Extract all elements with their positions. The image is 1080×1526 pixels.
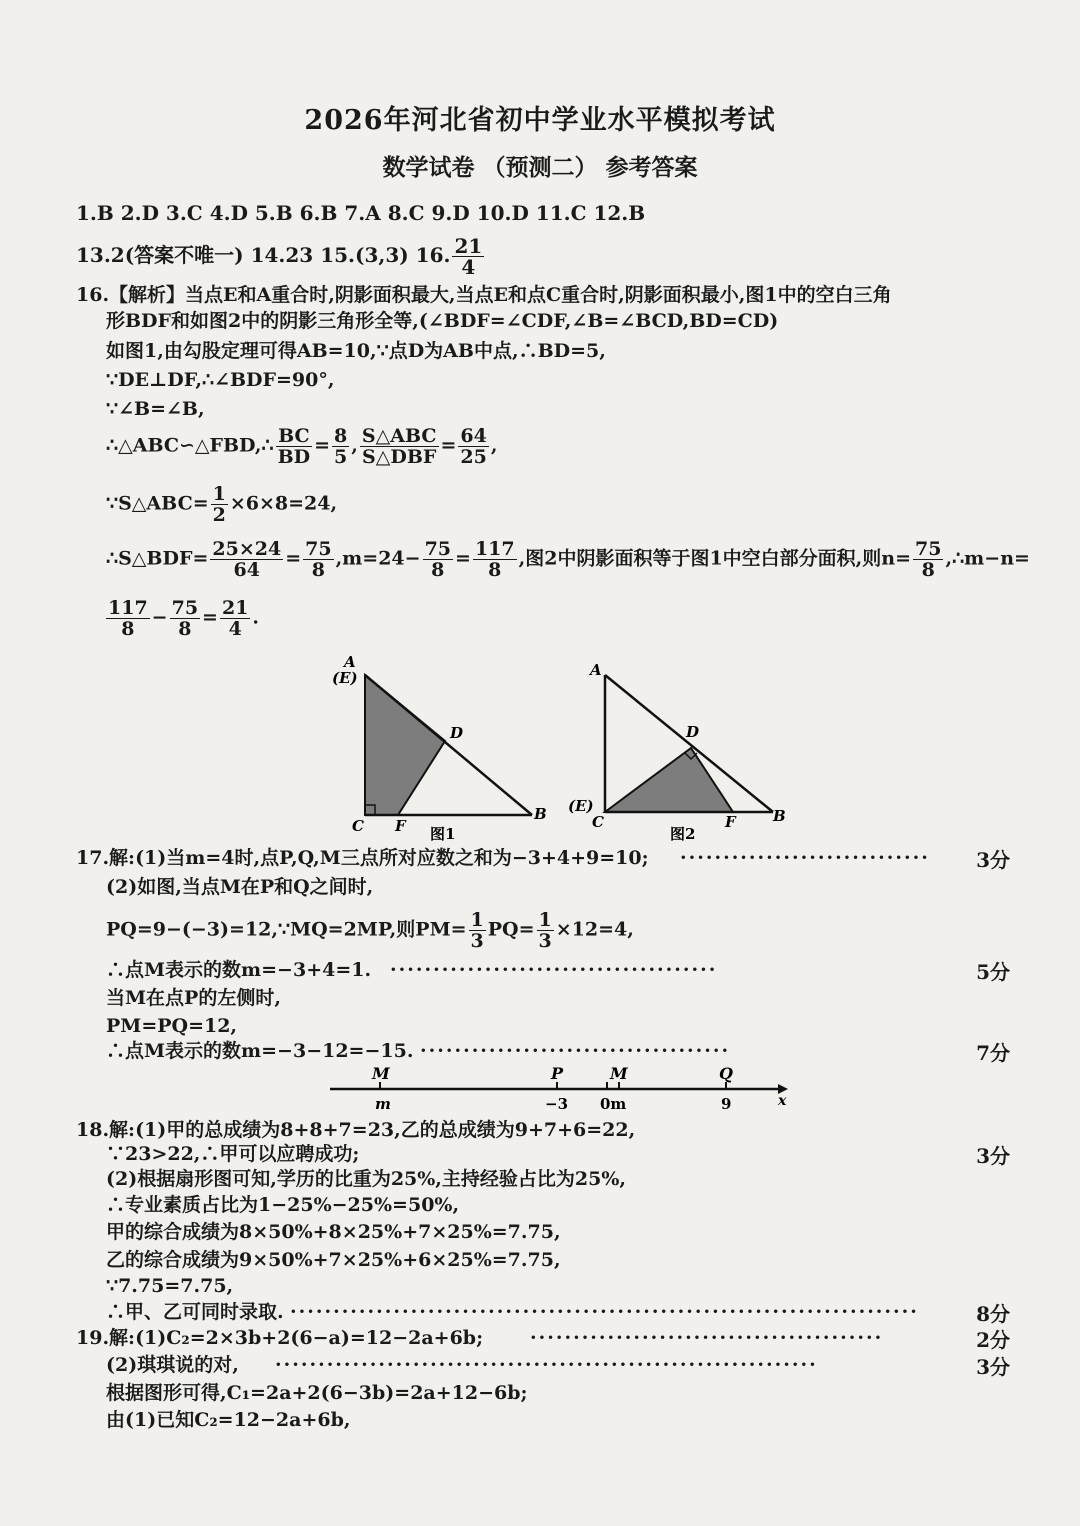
fraction: $\frac{1}{3}$ [470,909,484,952]
q17-line-6: PM=PQ=12, [106,1015,238,1037]
q16-line-4: ∵DE⊥DF,∴∠BDF=90°, [106,369,335,391]
q18-line-6: 乙的综合成绩为9×50%+7×25%+6×25%=7.75, [106,1249,561,1271]
fraction: $\frac{\text{S△ABC}}{\text{S△DBF}}$ [361,425,437,468]
fig2-label-b: B [773,807,786,825]
fig2-label-e: (E) [568,797,594,815]
fig1-caption: 图1 [430,825,456,843]
q19-line-3: 根据图形可得,C₁=2a+2(6−3b)=2a+12−6b; [106,1382,528,1404]
q17-line-4: ∴点M表示的数m=−3+4=1. [106,959,372,981]
q17-line-7: ∴点M表示的数m=−3−12=−15. [106,1040,414,1062]
mc-answers: 1.B 2.D 3.C 4.D 5.B 6.B 7.A 8.C 9.D 10.D 11.C 12.B [76,201,646,225]
score-3: 3分 [976,1144,1010,1168]
label-neg3: −3 [545,1095,569,1113]
q18-line-7: ∵7.75=7.75, [106,1275,234,1297]
q17-line-5: 当M在点P的左侧时, [106,987,281,1009]
q18-line-3: (2)根据扇形图可知,学历的比重为25%,主持经验占比为25%, [106,1168,627,1190]
q18-line-1: 18.解:(1)甲的总成绩为8+8+7=23,乙的总成绩为9+7+6=22, [76,1119,636,1141]
fraction: $\frac{BC}{BD}$ [277,425,311,468]
q16-line-8: ∴S△BDF= $\frac{25\times 24}{64}$ = $\frac{75}{8}$ ,m=24− $\frac{75}{8}$ = $\frac{117}{8}$ ,图2中阴影面积等于图1中空白部分面积,则n= $\frac{75}{8}$ ,∴m−n= [106,538,1030,581]
label-9: 9 [721,1095,732,1113]
exam-title: 2026年河北省初中学业水平模拟考试 [304,105,776,136]
dotted-leader: ········································································· [290,1301,919,1323]
figure-2 [568,661,786,843]
fraction: $\frac{1}{2}$ [212,483,226,526]
fraction: $\frac{64}{25}$ [460,425,487,468]
q17-line-3: PQ=9−(−3)=12,∵MQ=2MP,则PM= $\frac{1}{3}$ PQ= $\frac{1}{3}$ ×12=4, [106,909,634,952]
label-0m: 0m [600,1095,627,1113]
geometry-figures [300,655,820,850]
fill-answers [76,236,486,277]
dotted-leader: ····························· [680,847,930,869]
score-8: 8分 [976,1302,1010,1326]
dotted-leader: ···································· [420,1040,731,1062]
label-M2: M [610,1064,628,1083]
label-Q: Q [719,1064,733,1083]
q19-line-2: (2)琪琪说的对, [106,1354,239,1376]
fig1-label-b: B [534,805,547,823]
q19-line-4: 由(1)已知C₂=12−2a+6b, [106,1409,351,1431]
score-3: 3分 [976,1355,1010,1379]
fig2-label-c: C [592,813,604,831]
dotted-leader: ········································· [530,1327,884,1349]
q17-line-1: 17.解:(1)当m=4时,点P,Q,M三点所对应数之和为−3+4+9=10; [76,847,649,869]
q16-line-9: $\frac{117}{8}$ − $\frac{75}{8}$ = $\frac{21}{4}$ . [108,597,260,640]
dotted-leader: ······································ [390,959,718,981]
q18-line-4: ∴专业素质占比为1−25%−25%=50%, [106,1194,460,1216]
label-P: P [551,1064,564,1083]
q16-line-7: ∵S△ABC= $\frac{1}{2}$ ×6×8=24, [106,483,338,526]
q18-line-5: 甲的综合成绩为8×50%+8×25%+7×25%=7.75, [106,1221,561,1243]
fig2-shaded-triangle [605,748,733,812]
q16-line-2: 形BDF和如图2中的阴影三角形全等,(∠BDF=∠CDF,∠B=∠BCD,BD=CD) [106,310,779,332]
fill-answers-text: 13.2(答案不唯一) 14.23 15.(3,3) 16. [76,243,451,267]
q17-line-2: (2)如图,当点M在P和Q之间时, [106,876,374,898]
fig2-label-f: F [725,813,736,831]
q19-line-1: 19.解:(1)C₂=2×3b+2(6−a)=12−2a+6b; [76,1327,484,1349]
score-5: 5分 [976,960,1010,984]
label-M: M [372,1064,390,1083]
fraction: $\frac{1}{3}$ [538,909,552,952]
fig2-label-d: D [686,723,700,741]
exam-subtitle: 数学试卷 （预测二） 参考答案 [382,154,698,181]
fig1-shaded-region [365,675,445,815]
fraction: $\frac{8}{5}$ [334,425,348,468]
score-7: 7分 [976,1041,1010,1065]
fraction: $\frac{75}{8}$ [424,538,452,581]
score-3: 3分 [976,848,1010,872]
label-m: m [375,1095,391,1113]
fig1-label-e: (E) [332,669,358,687]
q16-answer-fraction: $\frac{21}{4}$ [454,234,483,279]
fraction: $\frac{25\times 24}{64}$ [212,538,282,581]
label-x: x [778,1093,787,1109]
fig1-label-d: D [450,724,464,742]
dotted-leader: ······························································· [275,1354,818,1376]
figure-1 [332,655,547,843]
q16-line-6: ∴△ABC∽△FBD,∴ $\frac{BC}{BD}$ = $\frac{8}{5}$ , $\frac{\text{S△ABC}}{\text{S△DBF}}$ = $\frac{64}{25}$ , [106,425,498,468]
fig2-label-a: A [590,661,602,679]
score-2: 2分 [976,1328,1010,1352]
fig1-label-c: C [352,817,364,835]
fraction: $\frac{75}{8}$ [305,538,332,581]
fig2-caption: 图2 [670,825,696,843]
q16-line-5: ∵∠B=∠B, [106,398,205,420]
fig1-label-f: F [395,817,406,835]
q16-line-1: 16.【解析】当点E和A重合时,阴影面积最大,当点E和点C重合时,阴影面积最小,图1中的空白三角 [76,284,892,306]
fraction: $\frac{21}{4}$ [221,597,249,640]
q16-line-3: 如图1,由勾股定理可得AB=10,∵点D为AB中点,∴BD=5, [106,340,606,362]
fig1-label-a: A [344,655,356,671]
q18-line-8: ∴甲、乙可同时录取. [106,1301,284,1323]
fraction: $\frac{117}{8}$ [108,597,148,640]
fraction: $\frac{75}{8}$ [171,597,199,640]
fraction: $\frac{75}{8}$ [915,538,942,581]
q18-line-2: ∵23>22,∴甲可以应聘成功; [106,1143,360,1165]
fraction: $\frac{117}{8}$ [474,538,515,581]
number-line [320,1062,800,1117]
